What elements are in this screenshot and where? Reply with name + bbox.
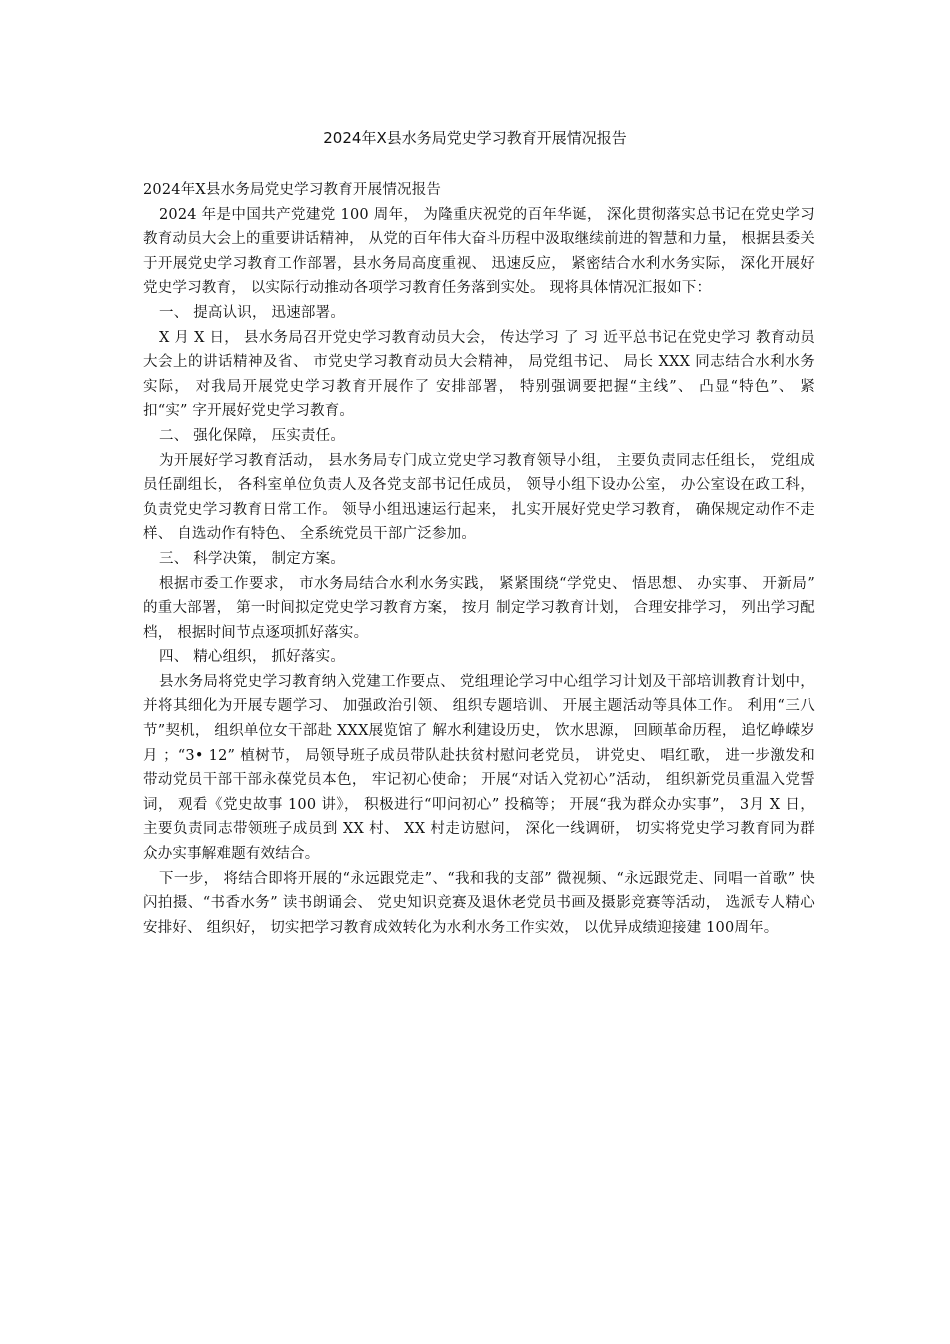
section-heading-4: 四、 精心组织， 抓好落实。 [159, 649, 346, 666]
document-subtitle: 2024年X县水务局党史学习教育开展情况报告 [143, 182, 442, 198]
paragraph-section-3: 根据市委工作要求， 市水务局结合水利水务实践， 紧紧围绕“学党史、 悟思想、 办实事、 开新局” 的重大部署， 第一时间拟定党史学习教育方案， 按月 制定学习教育计划， 合理安排学习， 列出学习配档， 根据时间节点逐项抓好落实。 [143, 575, 815, 641]
paragraph-intro: 2024 年是中国共产党建党 100 周年， 为隆重庆祝党的百年华诞， 深化贯彻落实总书记在党史学习教育动员大会上的重要讲话精神， 从党的百年伟大奋斗历程中汲取继续前进的智慧和力量， 根据县委关于开展党史学习教育工作部署，县水务局高度重视、 迅速反应， 紧密结合水利水务实际， 深化开展好党史学习教育， 以实际行动推动各项学习教育任务落到实处。 现将具体情况汇报如下： [143, 206, 815, 297]
paragraph-section-1: X 月 X 日， 县水务局召开党史学习教育动员大会， 传达学习 了 习 近平总书记在党史学习 教育动员大会上的讲话精神及省、 市党史学习教育动员大会精神， 局党组书记、 局长 XXX 同志结合水利水务实际， 对我局开展党史学习教育开展作了 安排部署， 特别强调要把握“主线”、 凸显“特色”、 紧扣“实” 字开展好党史学习教育。 [143, 329, 815, 420]
document-body [143, 178, 815, 940]
paragraph-next-steps: 下一步， 将结合即将开展的“永远跟党走”、“我和我的支部” 微视频、“永远跟党走、同唱一首歌” 快闪拍摄、“书香水务” 读书朗诵会、 党史知识竞赛及退休老党员书画及摄影竞赛等活动， 选派专人精心安排好、 组织好， 切实把学习教育成效转化为水利水务工作实效， 以优异成绩迎接建 100周年。 [143, 870, 815, 936]
paragraph-section-2: 为开展好学习教育活动， 县水务局专门成立党史学习教育领导小组， 主要负责同志任组长， 党组成员任副组长， 各科室单位负责人及各党支部书记任成员， 领导小组下设办公室， 办公室设在政工科， 负责党史学习教育日常工作。 领导小组迅速运行起来， 扎实开展好党史学习教育， 确保规定动作不走样、 自选动作有特色、 全系统党员干部广泛参加。 [143, 452, 815, 543]
section-heading-3: 三、 科学决策， 制定方案。 [159, 550, 346, 567]
section-heading-2: 二、 强化保障， 压实责任。 [159, 427, 346, 444]
document-title: 2024年X县水务局党史学习教育开展情况报告 [323, 129, 627, 147]
section-heading-1: 一、 提高认识， 迅速部署。 [159, 304, 346, 321]
paragraph-section-4: 县水务局将党史学习教育纳入党建工作要点、 党组理论学习中心组学习计划及干部培训教育计划中， 并将其细化为开展专题学习、 加强政治引领、 组织专题培训、 开展主题活动等具体工作。 利用“三八节”契机， 组织单位女干部赴 XXX展览馆了 解水利建设历史， 饮水思源， 回顾革命历程， 追忆峥嵘岁月 ；“3• 12” 植树节， 局领导班子成员带队赴扶贫村慰问老党员， 讲党史、 唱红歌， 进一步激发和带动党员干部干部永葆党员本色， 牢记初心使命； 开展“对话入党初心”活动， 组织新党员重温入党誓词， 观看《党史故事 100 讲》， 积极进行“叩问初心” 投稿等； 开展“我为群众办实事”， 3月 X 日， 主要负责同志带领班子成员到 XX 村、 XX 村走访慰问， 深化一线调研， 切实将党史学习教育同为群众办实事解难题有效结合。 [143, 673, 815, 863]
